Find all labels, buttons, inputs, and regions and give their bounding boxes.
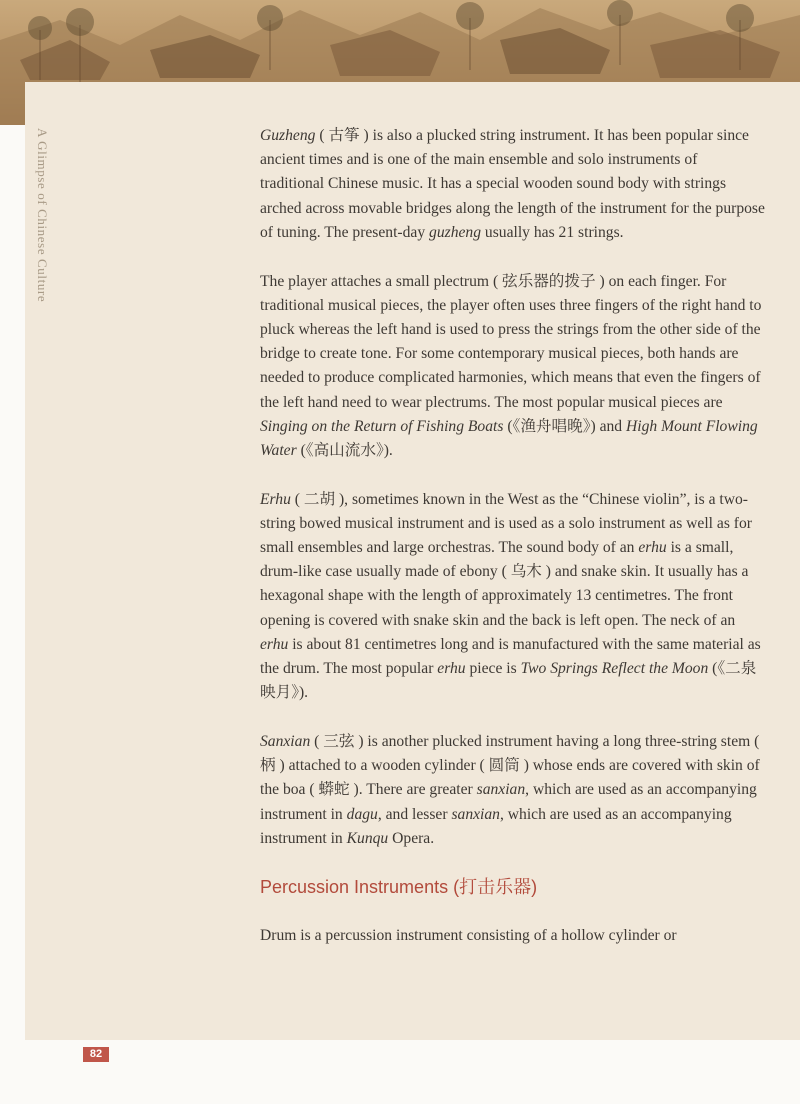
paragraph-guzheng: Guzheng ( 古筝 ) is also a plucked string instrument. It has been popular since ancient times and is one of the main ensemble and solo instruments of traditional Chinese music. It has a special wooden sound body with strings arched across movable bridges along the length of the instrument for the purpose of tuning. The present-day guzheng usually has 21 strings.	[260, 127, 765, 241]
section-heading-percussion: Percussion Instruments (打击乐器)	[260, 877, 538, 898]
term-sanxian: Sanxian	[260, 732, 311, 750]
term-guzheng: Guzheng	[260, 127, 316, 144]
main-text	[260, 124, 765, 972]
term-erhu: Erhu	[260, 490, 291, 508]
piece-title: Two Springs Reflect the Moon	[520, 660, 709, 678]
page-number: 82	[83, 1047, 109, 1062]
piece-title: Singing on the Return of Fishing Boats	[260, 417, 504, 435]
paragraph-sanxian: Sanxian ( 三弦 ) is another plucked instrument having a long three-string stem ( 柄 ) attached to a wooden cylinder ( 圆筒 ) whose ends are covered with skin of the boa ( 蟒蛇 ). There are greater sanxian, which are used as an accompanying instrument in dagu, and lesser sanxian, which are used as an accompanying instrument in Kunqu Opera.	[260, 732, 760, 847]
paragraph-plectrum: The player attaches a small plectrum ( 弦乐器的拨子 ) on each finger. For traditional musical pieces, the player often uses three fingers of the right hand to pluck whereas the left hand is used to press the strings from the other side of the bridge to create tone. For some contemporary musical pieces, both hands are needed to produce complicated harmonies, which means that even the fingers of the left hand need to wear plectrums. The most popular musical pieces are Singing on the Return of Fishing Boats (《渔舟唱晚》) and High Mount Flowing Water (《高山流水》).	[260, 272, 762, 459]
side-running-title: A Glimpse of Chinese Culture	[35, 128, 50, 303]
paragraph-drum: Drum is a percussion instrument consisting of a hollow cylinder or	[260, 926, 677, 944]
paragraph-erhu: Erhu ( 二胡 ), sometimes known in the West as the “Chinese violin”, is a two-string bowed musical instrument and is used as a solo instrument as well as for small ensembles and large orchestras. The sound body of an erhu is a small, drum-like case usually made of ebony ( 乌木 ) and snake skin. It usually has a hexagonal shape with the length of approximately 13 centimetres. The front opening is covered with snake skin and the back is left open. The neck of an erhu is about 81 centimetres long and is manufactured with the same material as the drum. The most popular erhu piece is Two Springs Reflect the Moon (《二泉映月》).	[260, 490, 761, 702]
piece-title: High Mount Flowing Water	[260, 417, 758, 459]
